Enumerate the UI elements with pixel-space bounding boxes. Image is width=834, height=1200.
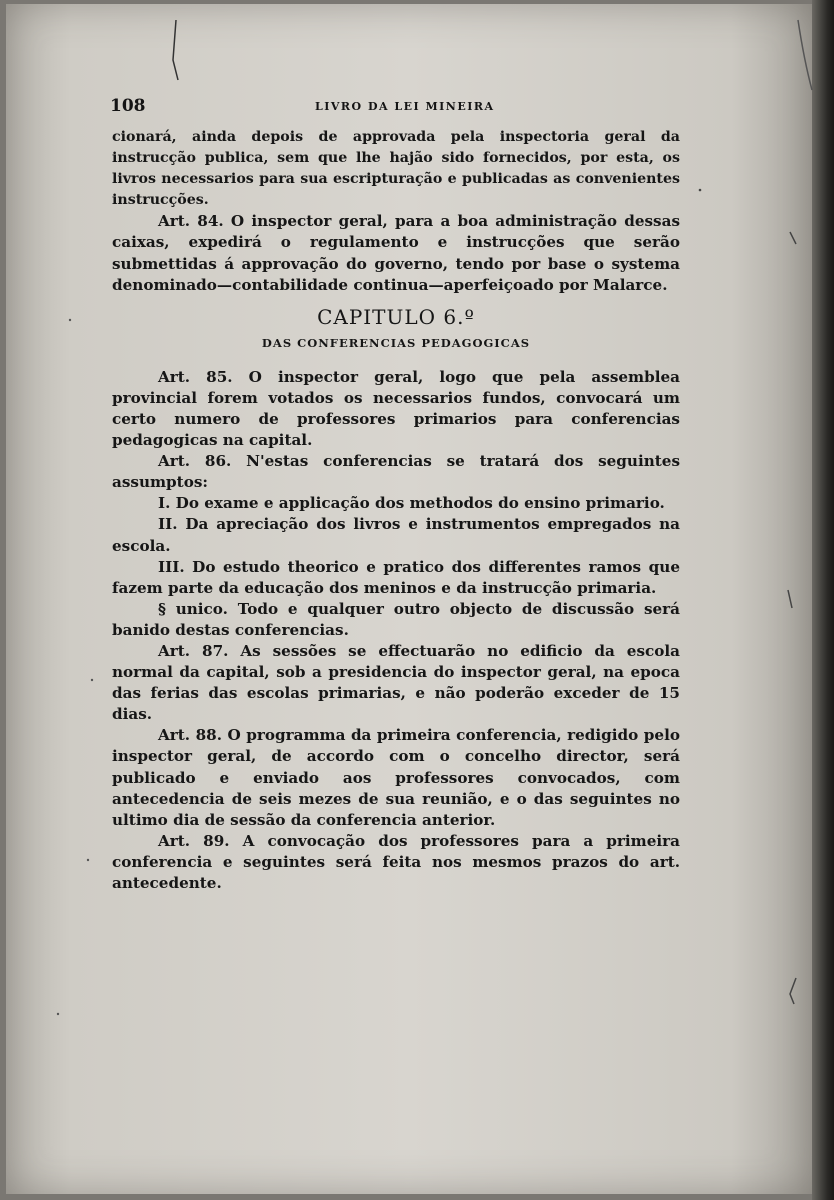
paragraph-item-i: I. Do exame e applicação dos methodos do ensino primario. — [158, 494, 665, 513]
page-edge-shadow — [812, 0, 834, 1200]
page-number: 108 — [110, 96, 146, 116]
running-title: LIVRO DA LEI MINEIRA — [315, 100, 495, 113]
page-text — [112, 127, 680, 894]
chapter-title: CAPITULO 6.º — [317, 304, 475, 329]
paragraph-art-89: Art. 89. A convocação dos professores para a primeira conferencia e seguintes será feita nos mesmos prazos do art. antecedente. — [112, 831, 680, 892]
paragraph-item-iii: III. Do estudo theorico e pratico dos differentes ramos que fazem parte da educação dos meninos e da instrucção primaria. — [112, 557, 680, 597]
paragraph-art-87: Art. 87. As sessões se effectuarão no edificio da escola normal da capital, sob a presidencia do inspector geral, na epoca das ferias das escolas primarias, e não poderão exceder de 15 dias. — [112, 641, 680, 724]
paragraph-item-ii: II. Da apreciação dos livros e instrumentos empregados na escola. — [112, 515, 680, 555]
paragraph-art-88: Art. 88. O programma da primeira conferencia, redigido pelo inspector geral, de accordo com o concelho director, será publicado e enviado aos professores convocados, com antecedencia de seis mezes de sua reunião, e o das seguintes no ultimo dia de sessão da conferencia anterior. — [112, 726, 680, 829]
paragraph-unico: § unico. Todo e qualquer outro objecto de discussão será banido destas conferencias. — [112, 599, 680, 639]
chapter-subtitle: DAS CONFERENCIAS PEDAGOGICAS — [261, 335, 531, 350]
paragraph-art-84: Art. 84. O inspector geral, para a boa administração dessas caixas, expedirá o regulamento e instrucções que serão submettidas á approvação do governo, tendo por base o systema denominado—contabilidade continua—aperfeiçoado por Malarce. — [112, 212, 680, 294]
paragraph-art-85: Art. 85. O inspector geral, logo que pela assemblea provincial forem votados os necessarios fundos, convocará um certo numero de professores primarios para conferencias pedagogicas na capital. — [112, 367, 680, 450]
paragraph-art-86: Art. 86. N'estas conferencias se tratará dos seguintes assumptos: — [112, 452, 680, 492]
paragraph-continuation: cionará, ainda depois de approvada pela inspectoria geral da instrucção publica, sem que lhe hajão sido fornecidos, por esta, os livros necessarios para sua escripturação e publicadas as convenientes instrucções. — [112, 129, 680, 209]
page-header — [110, 96, 680, 118]
